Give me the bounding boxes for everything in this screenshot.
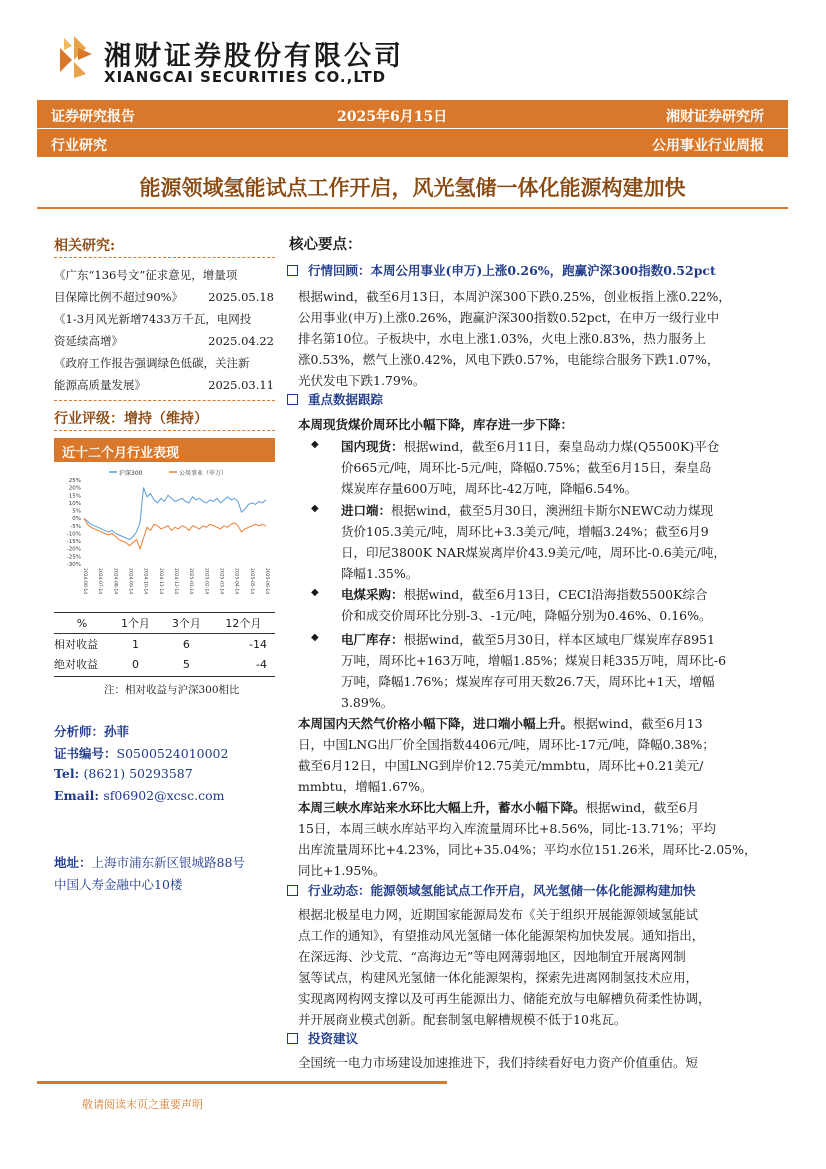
x-tick-label: 2025-02-14 [203,568,209,595]
divider [54,430,275,431]
x-tick-label: 2025-05-14 [248,568,254,595]
y-tick-label: 10% [68,500,81,507]
x-tick-label: 2024-07-14 [97,568,103,595]
x-tick-label: 2024-06-14 [82,568,87,595]
diamond-bullet-icon: ◆ [311,587,319,598]
analyst-cert: 证书编号：S0500524010002 [54,746,229,761]
report-date: 2025年6月15日 [337,109,448,125]
table-bottom-border [54,676,275,677]
checkbox-bullet-icon [287,885,298,896]
x-tick-label: 2024-11-14 [157,568,163,595]
section-industry-news: 行业动态：能源领域氢能试点工作开启，风光氢储一体化能源构建加快 [287,881,696,899]
checkbox-bullet-icon [287,394,298,405]
legend-label-hs300: 沪深300 [119,470,143,477]
performance-title-bar [54,438,275,462]
y-tick-label: 0% [72,516,81,523]
company-name-en: XIANGCAI SECURITIES CO.,LTD [104,68,387,86]
institute-name: 湘财证券研究所 [666,109,764,125]
x-tick-label: 2025-04-14 [233,568,239,595]
divider [54,400,275,401]
x-tick-label: 2024-08-14 [112,568,118,595]
company-name-cn: 湘财证券股份有限公司 [104,41,404,72]
section-data-tracking: 重点数据跟踪 [287,390,383,408]
y-tick-label: 20% [68,485,81,492]
y-tick-label: 15% [68,493,81,500]
analyst-name: 分析师：孙菲 [54,724,130,739]
y-tick-label: 5% [72,508,81,515]
coal-item-purchase: 电煤采购：根据wind，截至6月13日，CECI沿海指数5500K综合 价和成交价周环比分别-3、-1元/吨，降幅分别为0.46%、0.16%。 [341,587,712,623]
analyst-email[interactable]: Email: sf06902@xcsc.com [54,788,225,803]
x-tick-label: 2024-10-14 [142,568,148,595]
table-row: 绝对收益 0 5 -4 [54,657,267,671]
checkbox-bullet-icon [287,265,298,276]
performance-table [54,613,275,674]
footer-disclaimer: 敬请阅读末页之重要声明 [82,1098,203,1111]
y-tick-label: -5% [70,523,81,530]
divider [54,257,275,258]
section-market-review: 行情回顾：本周公用事业(申万)上涨0.26%，跑赢沪深300指数0.52pct [287,261,716,279]
y-tick-label: -30% [66,562,81,568]
footer-divider [37,1081,447,1084]
x-tick-label: 2025-06-14 [264,568,269,595]
title-divider [37,207,788,209]
performance-chart [54,466,275,608]
industry-rating: 行业评级：增持（维持） [54,411,208,427]
diamond-bullet-icon: ◆ [311,439,319,450]
core-points-title: 核心要点： [289,236,362,253]
section-investment-advice: 投资建议 [287,1029,358,1047]
investment-advice-text: 全国统一电力市场建设加速推进下，我们持续看好电力资产价值重估。短 [298,1055,699,1070]
related-research-title: 相关研究: [54,238,116,254]
y-tick-label: -20% [66,546,81,553]
industry-news-text: 根据北极星电力网，近期国家能源局发布《关于组织开展能源领域氢能试 点工作的通知》，有望推动风光氢储一体化能源架构加快发展。通知指出， 在深远海、沙戈荒、“高海边无”等电网薄弱地区，因地制宜开展离网制 氢等试点，构建风光氢储一体化能源架构，探索先进离网制氢技术应用， 实现离网构网支撑以及可再生能源出力、储能充放与电解槽负荷柔性协调， 并开展商业模式创新。配套制氢电解槽规模不低于10兆瓦。 [298,907,711,1027]
chart-note: 注：相对收益与沪深300相比 [104,684,240,696]
coal-item-import: 进口端：根据wind，截至5月30日，澳洲纽卡斯尔NEWC动力煤现 货价105.3美元/吨，周环比+3.3美元/吨，增幅3.24%；截至6月9 日，印尼3800K NAR煤炭离岸价43.9美元/吨，周环比-0.6美元/吨， 降幅1.35%。 [341,503,726,581]
series-line-hs300 [84,488,266,540]
x-tick-label: 2025-03-14 [218,568,224,595]
report-category: 行业研究 [51,138,107,154]
y-tick-label: -25% [66,554,81,561]
coal-item-inventory: 电厂库存：根据wind，截至5月30日，样本区域电厂煤炭库存8951 万吨，周环比+163万吨，增幅1.85%；煤炭日耗335万吨，周环比-6 万吨，降幅1.76%；煤炭库存可用天数26.7天，周环比+1天，增幅 3.89%。 [341,632,727,710]
x-tick-label: 2024-09-14 [127,568,133,595]
diamond-bullet-icon: ◆ [311,632,319,643]
table-row: 相对收益 1 6 -14 [54,637,267,651]
table-header-row: % 1个月 3个月 12个月 [54,613,275,634]
analyst-tel: Tel: (8621) 50293587 [54,766,193,781]
coal-item-domestic: 国内现货：根据wind，截至6月11日，秦皇岛动力煤(Q5500K)平仓 价665元/吨，周环比-5元/吨，降幅0.75%；截至6月15日，秦皇岛 煤炭库存量600万吨，周环比-42万吨，降幅6.54%。 [341,439,720,496]
y-tick-label: 25% [68,478,81,484]
y-tick-label: -10% [66,531,81,538]
gas-paragraph: 本周国内天然气价格小幅下降，进口端小幅上升。根据wind，截至6月13 日，中国LNG出厂价全国指数4406元/吨，周环比-17元/吨，降幅0.38%； 截至6月12日，中国LNG到岸价12.75美元/mmbtu，周环比+0.21美元/ mmbtu，增幅1.67%。 [298,716,715,794]
diamond-bullet-icon: ◆ [311,503,319,514]
x-tick-label: 2024-12-14 [173,568,178,595]
performance-title: 近十二个月行业表现 [62,446,180,461]
legend-label-util: 公用事业（申万） [179,470,228,477]
address: 地址：上海市浦东新区银城路88号 中国人寿金融中心10楼 [54,855,245,892]
report-series: 公用事业行业周报 [652,138,764,154]
hydro-paragraph: 本周三峡水库站来水环比大幅上升，蓄水小幅下降。根据wind，截至6月 15日，本周三峡水库站平均入库流量周环比+8.56%，同比-13.71%；平均 出库流量周环比+4.23%，同比+35.04%；平均水位151.26米，周环比-2.05%， 同比+1.95%。 [298,800,757,878]
checkbox-bullet-icon [287,1033,298,1044]
related-item[interactable]: 《1-3月风光新增7433万千瓦，电网投 资延续高增》 2025.04.22 [54,312,274,348]
company-logo-icon [56,30,96,78]
report-type: 证券研究报告 [51,109,135,125]
related-item[interactable]: 《政府工作报告强调绿色低碳，关注新 能源高质量发展》 2025.03.11 [54,356,274,392]
x-tick-label: 2025-01-14 [188,568,194,595]
page-title: 能源领域氢能试点工作开启，风光氢储一体化能源构建加快 [139,175,686,200]
market-review-text: 根据wind，截至6月13日，本周沪深300下跌0.25%，创业板指上涨0.22%， 公用事业(申万)上涨0.26%，跑赢沪深300指数0.52pct，在申万一级行业中 排名第10位。子板块中，水电上涨1.03%，火电上涨0.83%，热力服务上 涨0.53%，燃气上涨0.42%，风电下跌0.57%，电能综合服务下跌1.07%， 光伏发电下跌1.79%。 [298,289,731,388]
related-item[interactable]: 《广东“136号文”征求意见，增量项 目保障比例不超过90%》 2025.05.18 [54,268,274,304]
series-line-util [84,518,266,549]
header-band-top [37,100,788,128]
header-band-bottom [37,129,788,157]
y-tick-label: -15% [66,539,81,546]
coal-heading: 本周现货煤价周环比小幅下降，库存进一步下降： [298,417,574,432]
